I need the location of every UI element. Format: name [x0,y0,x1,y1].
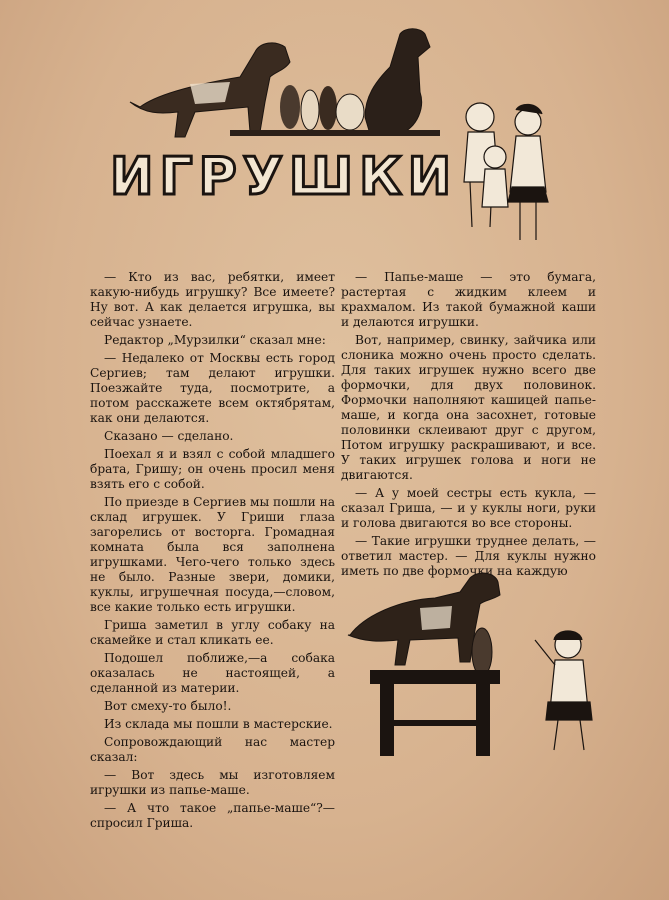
paragraph: Из склада мы пошли в мастерские. [104,717,333,731]
paragraph: — Кто из вас, ребятки, имеет какую-нибудь игрушку? Все имеете? Ну вот. А как делается игрушка, вы сейчас узнаете. [90,270,335,329]
dog-on-table-illustration [340,570,605,770]
paragraph: Редактор „Мурзилки“ сказал мне: [104,333,326,347]
paragraph: Сопровождающий нас мастер сказал: [90,735,335,764]
table-figure [370,670,500,684]
seated-dog-figure [365,29,430,134]
paragraph: — Недалеко от Москвы есть город Сергиев; там делают игрушки. Поезжайте туда, посмотрите, а потом расскажете всем октябрятам, как они делаются. [90,351,335,425]
toys-header-illustration [100,22,580,262]
paragraph: — Такие игрушки труднее делать, — ответил мастер. — Для куклы нужно иметь по две формочки на каждую [341,534,596,578]
boy-figure [535,631,592,750]
paragraph: — Папье-маше — это бумага, растертая с жидким клеем и крахмалом. Из такой бумажной каши и делаются игрушки. [341,270,596,329]
left-text-column [90,270,335,834]
children-figures [464,103,548,240]
paragraph: — Вот здесь мы изготовляем игрушки из папье-маше. [90,768,335,797]
paragraph: — А что такое „папье-маше“?— спросил Гриша. [90,801,335,830]
paragraph: Поехал я и взял с собой младшего брата, Гришу; он очень просил меня взять его с собой. [90,447,335,491]
article-title: ИГРУШКИ [110,147,458,207]
paragraph: Гриша заметил в углу собаку на скамейке и стал кликать ее. [90,618,335,647]
paragraph: Подошел поближе,—а собака оказалась не настоящей, а сделанной из материи. [90,651,335,695]
paragraph: Вот, например, свинку, зайчика или слоника можно очень просто сделать. Для таких игрушек нужно всего две формочки, для двух половинок. Формочки наполняют кашицей папье-маше, и когда она засохнет, готовые половинки склеивают друг с другом, Потом игрушку раскрашивают, и все. У таких игрушек голова и ноги не двигаются. [341,333,596,482]
paragraph: Вот смеху-то было!. [104,699,232,713]
paragraph: — А у моей сестры есть кукла, — сказал Гриша, — и у куклы ноги, руки и голова двигаются во все стороны. [341,486,596,530]
right-text-column [341,270,596,582]
paragraph: Сказано — сделано. [104,429,234,443]
paragraph: По приезде в Сергиев мы пошли на склад игрушек. У Гриши глаза загорелись от восторга. Громадная комната была вся заполнена игрушками. Чего-чего только здесь не было. Разные звери, домики, куклы, игрушечная посуда,—словом, все какие только есть игрушки. [90,495,335,614]
